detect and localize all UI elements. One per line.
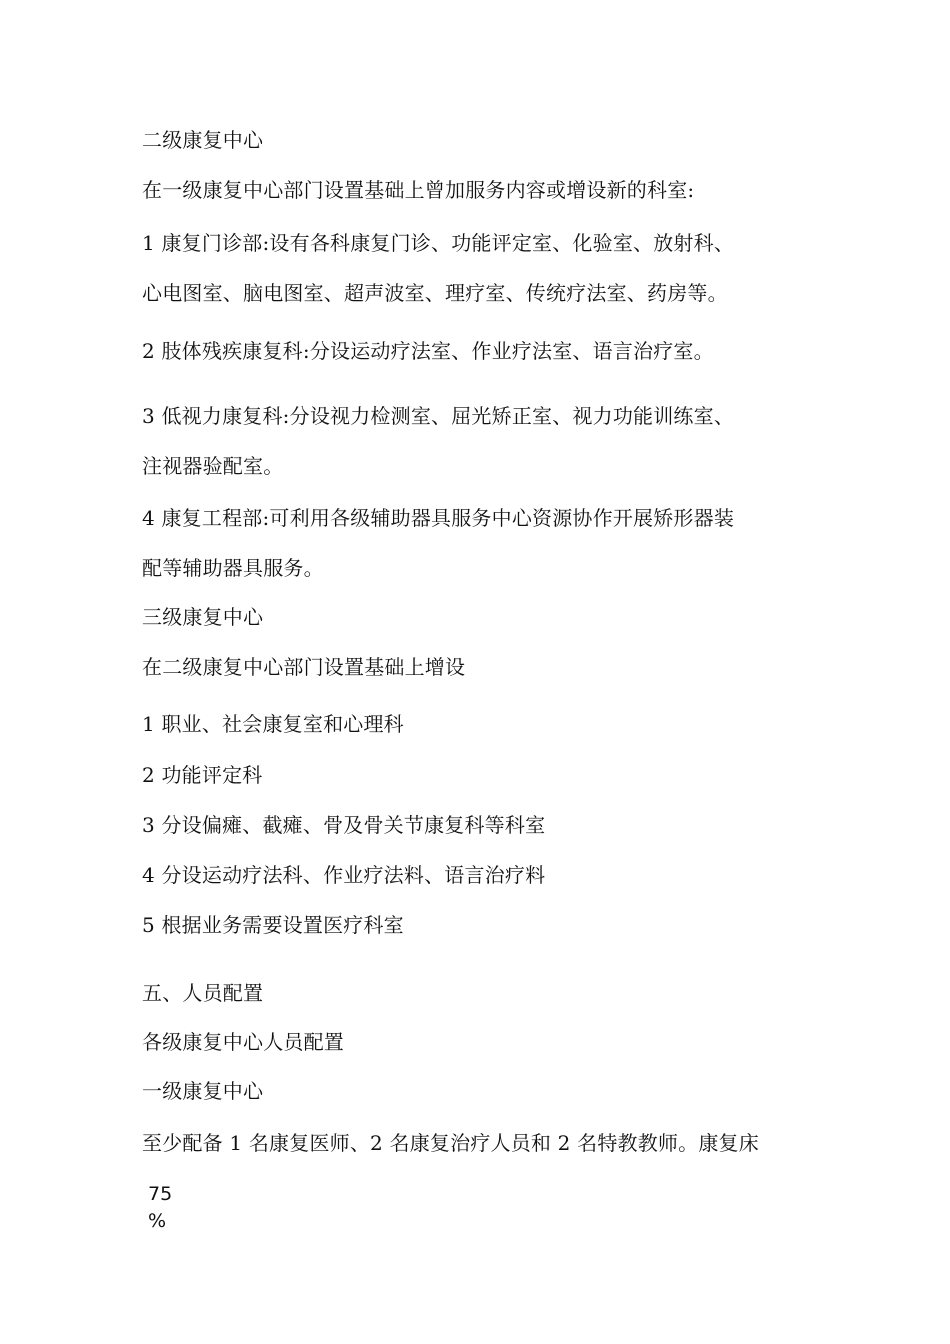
footer-percent-symbol: %	[148, 1210, 167, 1232]
paragraph-line: 在二级康复中心部门设置基础上增设	[142, 655, 466, 679]
list-item-1: 1 康复门诊部:设有各科康复门诊、功能评定室、化验室、放射科、	[142, 231, 735, 255]
subheading: 一级康复中心	[142, 1079, 264, 1103]
paragraph-line: 各级康复中心人员配置	[142, 1030, 344, 1054]
list-item-3: 3 分设偏瘫、截瘫、骨及骨关节康复科等科室	[142, 813, 546, 837]
list-item-4: 4 康复工程部:可利用各级辅助器具服务中心资源协作开展矫形器装	[142, 506, 735, 530]
list-item-4-cont: 配等辅助器具服务。	[142, 556, 324, 580]
list-item-4: 4 分设运动疗法科、作业疗法料、语言治疗料	[142, 863, 546, 887]
list-item-1: 1 职业、社会康复室和心理科	[142, 712, 404, 736]
list-item-2: 2 肢体残疾康复科:分设运动疗法室、作业疗法室、语言治疗室。	[142, 339, 714, 363]
paragraph-line: 在一级康复中心部门设置基础上曾加服务内容或增设新的科室:	[142, 178, 695, 202]
paragraph-line: 至少配备 1 名康复医师、2 名康复治疗人员和 2 名特教教师。康复床	[142, 1131, 759, 1155]
list-item-1-cont: 心电图室、脑电图室、超声波室、理疗室、传统疗法室、药房等。	[142, 281, 728, 305]
heading-level2-center: 二级康复中心	[142, 128, 264, 152]
list-item-3: 3 低视力康复科:分设视力检测室、屈光矫正室、视力功能训练室、	[142, 404, 735, 428]
list-item-2: 2 功能评定科	[142, 763, 263, 787]
section-heading: 五、人员配置	[142, 981, 264, 1005]
list-item-5: 5 根据业务需要设置医疗科室	[142, 913, 404, 937]
footer-number: 75	[148, 1183, 173, 1205]
list-item-3-cont: 注视器验配室。	[142, 454, 284, 478]
heading-level3-center: 三级康复中心	[142, 605, 264, 629]
